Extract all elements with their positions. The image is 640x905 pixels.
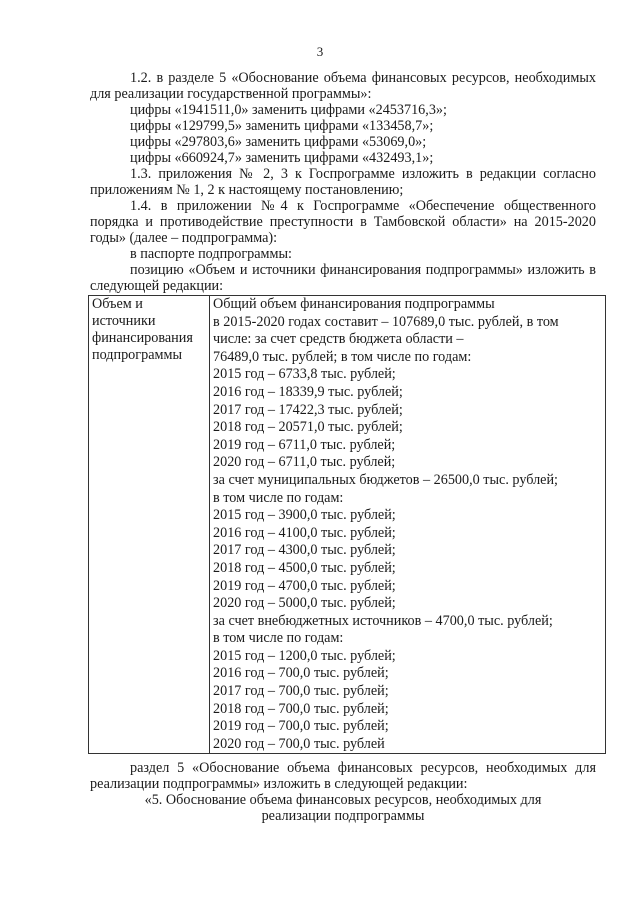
paragraph-section-5: раздел 5 «Обоснование объема финансовых ресурсов, необходимых для реализации подпрограммы» изложить в следующей редакции: xyxy=(90,760,596,793)
content-line: 2019 год – 700,0 тыс. рублей; xyxy=(213,718,389,735)
content-line: в 2015-2020 годах составит – 107689,0 тыс. рублей, в том xyxy=(213,313,559,330)
content-line: за счет муниципальных бюджетов – 26500,0 тыс. рублей; xyxy=(213,471,559,488)
content-line: в том числе по годам: xyxy=(213,630,344,647)
table-content-cell xyxy=(210,296,606,754)
paragraph-1-3: 1.3. приложения № 2, 3 к Госпрограмме изложить в редакции согласно приложениям № 1, 2 к настоящему постановлению; xyxy=(90,166,596,198)
content-line: 2017 год – 700,0 тыс. рублей; xyxy=(213,683,389,700)
content-line: 2018 год – 20571,0 тыс. рублей; xyxy=(213,419,403,436)
paragraph-1-2: 1.2. в разделе 5 «Обоснование объема финансовых ресурсов, необходимых для реализации государственной программы»: xyxy=(90,70,596,102)
paragraph-passport: в паспорте подпрограммы: xyxy=(130,246,292,262)
content-line: 2020 год – 5000,0 тыс. рублей; xyxy=(213,595,396,612)
paragraph-replace-2: цифры «129799,5» заменить цифрами «133458,7»; xyxy=(130,118,434,134)
section-title-line-2: реализации подпрограммы xyxy=(261,808,425,825)
content-line: 2017 год – 4300,0 тыс. рублей; xyxy=(213,542,396,559)
paragraph-position: позицию «Объем и источники финансирования подпрограммы» изложить в следующей редакции: xyxy=(90,262,596,294)
content-line: 2017 год – 17422,3 тыс. рублей; xyxy=(213,401,403,418)
content-line: Общий объем финансирования подпрограммы xyxy=(213,296,495,312)
document-body xyxy=(90,70,596,824)
content-line: 2015 год – 1200,0 тыс. рублей; xyxy=(213,647,396,664)
passport-table xyxy=(88,295,606,754)
content-line: 2020 год – 6711,0 тыс. рублей; xyxy=(213,454,396,471)
paragraph-1-4: 1.4. в приложении №4 к Госпрограмме «Обеспечение общественного порядка и противодействие преступности в Тамбовской области» на 2015-2020 годы» (далее – подпрограмма): xyxy=(90,198,596,246)
paragraph-replace-3: цифры «297803,6» заменить цифрами «53069,0»; xyxy=(130,134,427,150)
content-line: 2019 год – 6711,0 тыс. рублей; xyxy=(213,436,396,453)
content-line: 76489,0 тыс. рублей; в том числе по годам: xyxy=(213,348,472,365)
content-line: за счет внебюджетных источников – 4700,0 тыс. рублей; xyxy=(213,612,553,629)
label-line: Объем и xyxy=(92,296,143,312)
content-line: 2015 год – 3900,0 тыс. рублей; xyxy=(213,507,396,524)
content-line: 2015 год – 6733,8 тыс. рублей; xyxy=(213,366,396,383)
content-line: 2016 год – 700,0 тыс. рублей; xyxy=(213,665,389,682)
label-line: источники xyxy=(92,313,156,329)
paragraph-replace-1: цифры «1941511,0» заменить цифрами «2453716,3»; xyxy=(130,102,447,118)
label-line: финансирования xyxy=(92,330,193,346)
content-line: 2020 год – 700,0 тыс. рублей xyxy=(213,735,385,752)
label-line: подпрограммы xyxy=(92,347,182,363)
paragraph-replace-4: цифры «660924,7» заменить цифрами «432493,1»; xyxy=(130,150,434,166)
table-label-cell xyxy=(89,296,210,754)
content-line: 2018 год – 4500,0 тыс. рублей; xyxy=(213,559,396,576)
content-line: в том числе по годам: xyxy=(213,489,344,506)
content-line: 2016 год – 4100,0 тыс. рублей; xyxy=(213,524,396,541)
content-line: 2016 год – 18339,9 тыс. рублей; xyxy=(213,383,403,400)
content-line: 2019 год – 4700,0 тыс. рублей; xyxy=(213,577,396,594)
content-line: 2018 год – 700,0 тыс. рублей; xyxy=(213,700,389,717)
page-number: 3 xyxy=(316,44,324,59)
section-title-line-1: «5. Обоснование объема финансовых ресурсов, необходимых для xyxy=(144,792,542,809)
content-line: числе: за счет средств бюджета области – xyxy=(213,331,464,348)
table-row xyxy=(89,296,606,754)
